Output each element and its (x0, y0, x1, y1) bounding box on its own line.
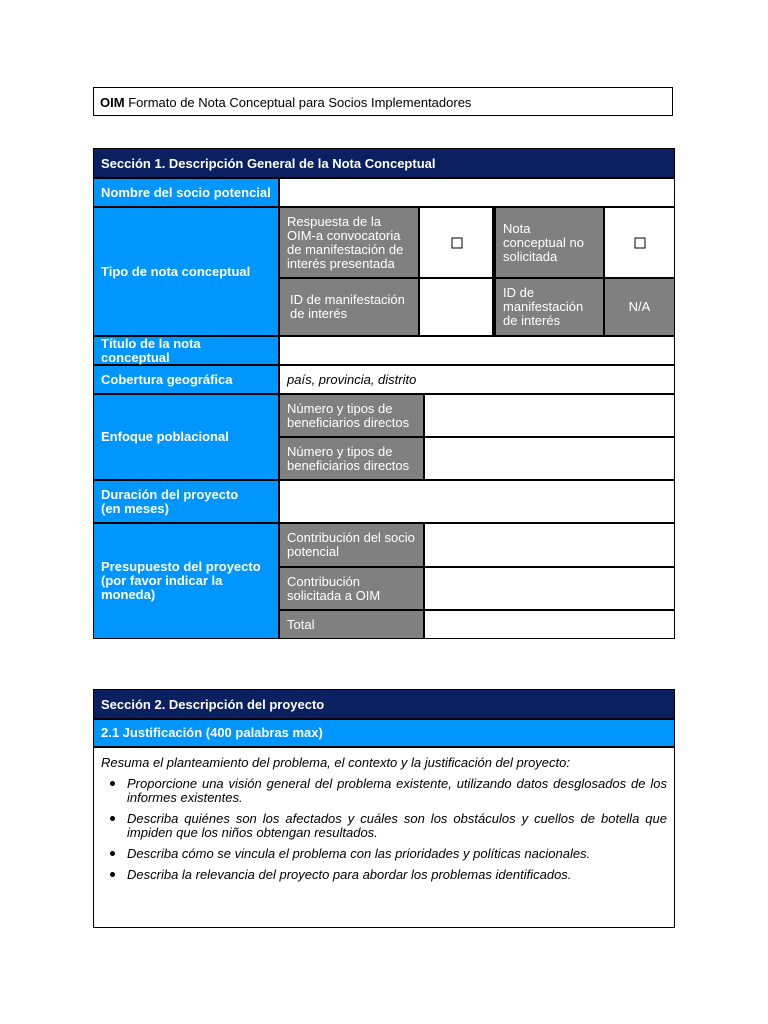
total-input[interactable] (424, 610, 675, 639)
socio-label: Nombre del socio potencial (93, 178, 279, 207)
beneficiarios-label-2: Número y tipos de beneficiarios directos (279, 437, 424, 480)
org-name: OIM (100, 95, 125, 110)
bullet-icon (110, 781, 115, 786)
list-item: Proporcione una visión general del problema existente, utilizando datos desglosados de los informes existentes. (101, 777, 667, 805)
titulo-label: Título de la nota conceptual (93, 336, 279, 365)
tipo-respuesta-label: Respuesta de la OIM-a convocatoria de manifestación de interés presentada (279, 207, 419, 278)
checkbox-icon[interactable] (634, 237, 645, 248)
section2-subtitle: 2.1 Justificación (400 palabras max) (93, 719, 675, 747)
document-title: Formato de Nota Conceptual para Socios Implementadores (128, 95, 472, 110)
list-item: Describa la relevancia del proyecto para abordar los problemas identificados. (101, 868, 667, 882)
bullet-icon (110, 851, 115, 856)
id-manifestacion-label-2: ID de manifestación de interés (492, 278, 604, 336)
tipo-label: Tipo de nota conceptual (93, 207, 279, 336)
checkbox-icon[interactable] (451, 237, 462, 248)
cobertura-input[interactable]: país, provincia, distrito (279, 365, 675, 394)
section1-title: Sección 1. Descripción General de la Nota Conceptual (93, 148, 675, 178)
tipo-respuesta-checkbox[interactable] (419, 207, 494, 278)
presupuesto-label: Presupuesto del proyecto (por favor indicar la moneda) (93, 523, 279, 639)
contribucion-socio-label: Contribución del socio potencial (279, 523, 424, 567)
total-label: Total (279, 610, 424, 639)
contribucion-oim-label: Contribución solicitada a OIM (279, 567, 424, 610)
justificacion-intro: Resuma el planteamiento del problema, el contexto y la justificación del proyecto: (101, 755, 570, 770)
bullet-icon (110, 816, 115, 821)
tipo-no-solicitada-label: Nota conceptual no solicitada (492, 207, 604, 278)
contribucion-oim-input[interactable] (424, 567, 675, 610)
document-header (93, 87, 673, 116)
beneficiarios-label-1: Número y tipos de beneficiarios directos (279, 394, 424, 437)
titulo-input[interactable] (279, 336, 675, 365)
id-manifestacion-label-1: ID de manifestación de interés (279, 278, 419, 336)
duracion-input[interactable] (279, 480, 675, 523)
tipo-no-solicitada-checkbox[interactable] (604, 207, 675, 278)
bullet-icon (110, 872, 115, 877)
list-item: Describa cómo se vincula el problema con las prioridades y políticas nacionales. (101, 847, 667, 861)
duracion-label: Duración del proyecto (en meses) (93, 480, 279, 523)
contribucion-socio-input[interactable] (424, 523, 675, 567)
justificacion-list (101, 777, 667, 882)
justificacion-textarea[interactable] (93, 747, 675, 928)
id-manifestacion-input-1[interactable] (419, 278, 494, 336)
enfoque-label: Enfoque poblacional (93, 394, 279, 480)
section2-title: Sección 2. Descripción del proyecto (93, 689, 675, 719)
na-value: N/A (604, 278, 675, 336)
beneficiarios-input-2[interactable] (424, 437, 675, 480)
socio-input[interactable] (279, 178, 675, 207)
beneficiarios-input-1[interactable] (424, 394, 675, 437)
list-item: Describa quiénes son los afectados y cuáles son los obstáculos y cuellos de botella que impiden que los niños obtengan resultados. (101, 812, 667, 840)
cobertura-label: Cobertura geográfica (93, 365, 279, 394)
